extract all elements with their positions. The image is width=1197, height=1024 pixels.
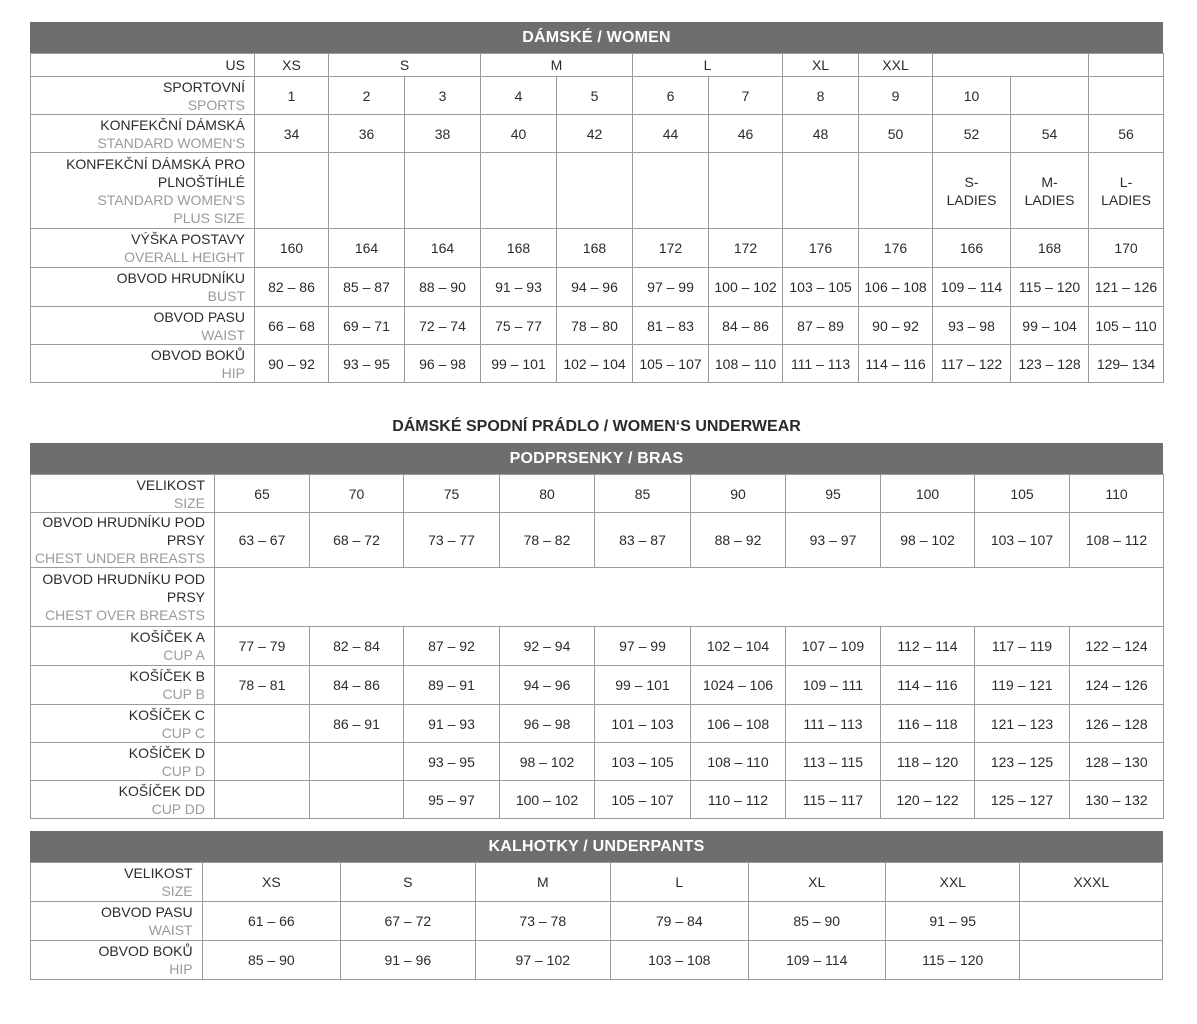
size-cell: 111 – 113 (786, 705, 881, 743)
size-cell: 61 – 66 (202, 902, 340, 941)
size-cell (1089, 77, 1164, 115)
size-row (31, 115, 1164, 153)
size-cell: 69 – 71 (329, 307, 405, 345)
size-cell: 115 – 120 (885, 941, 1019, 980)
size-cell: 90 – 92 (255, 345, 329, 383)
size-cell: 6 (633, 77, 709, 115)
size-row (31, 229, 1164, 268)
size-cell: 78 – 80 (557, 307, 633, 345)
size-cell (405, 153, 481, 229)
size-cell: 102 – 104 (691, 627, 786, 666)
label-czech: OBVOD BOKŮ (150, 346, 245, 363)
size-cell (255, 153, 329, 229)
us-size-group: XL (783, 54, 859, 77)
underpants-banner: KALHOTKY / UNDERPANTS (30, 831, 1163, 862)
size-cell: 66 – 68 (255, 307, 329, 345)
us-label: US (31, 54, 255, 77)
size-cell: 93 – 95 (404, 743, 500, 781)
size-cell: 100 – 102 (709, 268, 783, 307)
size-cell: 93 – 97 (786, 513, 881, 568)
size-cell-line: LADIES (946, 191, 997, 208)
size-cell: 85 – 90 (748, 902, 885, 941)
size-cell: 97 – 102 (475, 941, 610, 980)
size-row (31, 77, 1164, 115)
bras-banner: PODPRSENKY / BRAS (30, 443, 1163, 474)
row-label (31, 941, 203, 980)
size-cell: 110 (1070, 475, 1164, 513)
row-label (31, 153, 255, 229)
size-cell: 85 (595, 475, 691, 513)
size-cell: 87 – 92 (404, 627, 500, 666)
row-label (31, 513, 215, 568)
size-cell (709, 153, 783, 229)
size-cell: 50 (859, 115, 933, 153)
size-cell: 116 – 118 (881, 705, 975, 743)
size-cell (859, 153, 933, 229)
size-cell-line: M- (1041, 173, 1058, 190)
size-row (31, 307, 1164, 345)
size-row (31, 902, 1163, 941)
size-row (31, 513, 1164, 568)
size-row (31, 781, 1164, 819)
us-size-row (31, 54, 1164, 77)
row-label (31, 268, 255, 307)
size-cell (215, 743, 310, 781)
size-cell (329, 153, 405, 229)
size-cell (1089, 153, 1164, 229)
size-cell: 84 – 86 (310, 666, 404, 705)
size-cell: 86 – 91 (310, 705, 404, 743)
size-cell: 95 – 97 (404, 781, 500, 819)
size-cell: 105 – 110 (1089, 307, 1164, 345)
size-row (31, 475, 1164, 513)
size-cell: 1024 – 106 (691, 666, 786, 705)
size-cell: 119 – 121 (975, 666, 1070, 705)
size-cell: 103 – 108 (611, 941, 748, 980)
size-cell (1020, 902, 1163, 941)
size-cell: 88 – 92 (691, 513, 786, 568)
label-czech: OBVOD BOKŮ (98, 943, 193, 959)
size-cell: 95 (786, 475, 881, 513)
label-english: OVERALL HEIGHT (124, 249, 245, 265)
size-row (31, 705, 1164, 743)
size-cell: 65 (215, 475, 310, 513)
size-cell: 113 – 115 (786, 743, 881, 781)
size-cell: 90 – 92 (859, 307, 933, 345)
size-cell: 100 (881, 475, 975, 513)
size-cell: 46 (709, 115, 783, 153)
size-cell-line: L- (1119, 173, 1133, 190)
women-banner: DÁMSKÉ / WOMEN (30, 22, 1163, 53)
size-cell: 103 – 107 (975, 513, 1070, 568)
women-table (30, 53, 1164, 383)
size-cell: 115 – 117 (786, 781, 881, 819)
size-cell: 91 – 95 (885, 902, 1019, 941)
size-cell: 125 – 127 (975, 781, 1070, 819)
label-english: CHEST OVER BREASTS (44, 607, 205, 623)
size-cell: 54 (1011, 115, 1089, 153)
size-cell: 97 – 99 (633, 268, 709, 307)
label-english: WAIST (148, 922, 193, 938)
label-english: CUP DD (151, 800, 205, 817)
row-label (31, 475, 215, 513)
row-label (31, 863, 203, 902)
size-cell (1020, 941, 1163, 980)
size-row (31, 268, 1164, 307)
size-cell: 117 – 122 (933, 345, 1011, 383)
size-cell: 91 – 96 (341, 941, 475, 980)
size-cell: 3 (405, 77, 481, 115)
size-cell: 114 – 116 (859, 345, 933, 383)
size-row (31, 666, 1164, 705)
size-cell: 96 – 98 (500, 705, 595, 743)
size-cell: 114 – 116 (881, 666, 975, 705)
label-czech: KONFEKČNÍ DÁMSKÁ (100, 116, 245, 133)
label-english: CUP D (161, 762, 205, 779)
size-cell: 42 (557, 115, 633, 153)
size-cell: 129– 134 (1089, 345, 1164, 383)
row-label (31, 77, 255, 115)
size-cell: 108 – 112 (1070, 513, 1164, 568)
row-label (31, 229, 255, 268)
size-cell: 111 – 113 (783, 345, 859, 383)
size-cell: 106 – 108 (859, 268, 933, 307)
label-english: HIP (221, 364, 245, 381)
size-cell: 77 – 79 (215, 627, 310, 666)
row-label (31, 781, 215, 819)
size-cell: 93 – 95 (329, 345, 405, 383)
size-cell: 105 – 107 (633, 345, 709, 383)
size-cell: 90 (691, 475, 786, 513)
size-cell: 117 – 119 (975, 627, 1070, 666)
bras-table (30, 474, 1164, 819)
row-label (31, 115, 255, 153)
label-czech: OBVOD HRUDNÍKU POD (42, 571, 205, 587)
size-row (31, 743, 1164, 781)
row-label (31, 902, 203, 941)
size-cell: 172 (709, 229, 783, 268)
row-label (31, 666, 215, 705)
label-english: CUP C (161, 724, 205, 741)
size-cell: 82 – 84 (310, 627, 404, 666)
size-cell (310, 781, 404, 819)
label-english: SPORTS (187, 96, 245, 113)
size-cell: 122 – 124 (1070, 627, 1164, 666)
size-cell: 121 – 123 (975, 705, 1070, 743)
size-cell: 108 – 110 (709, 345, 783, 383)
size-cell: 81 – 83 (633, 307, 709, 345)
size-cell: 109 – 111 (786, 666, 881, 705)
label-czech: KOŠÍČEK C (128, 706, 205, 723)
label-english: WAIST (201, 326, 245, 343)
us-size-group: M (481, 54, 633, 77)
label-czech: KOŠÍČEK B (129, 668, 205, 684)
us-size-group (1089, 54, 1164, 77)
bras-size-chart (30, 443, 1163, 819)
size-cell: S (341, 863, 475, 902)
label-czech: KOŠÍČEK DD (118, 782, 205, 799)
size-cell (215, 781, 310, 819)
size-cell: 36 (329, 115, 405, 153)
size-cell: 67 – 72 (341, 902, 475, 941)
empty-cell (215, 568, 1164, 627)
size-cell: 124 – 126 (1070, 666, 1164, 705)
label-czech: OBVOD PASU (101, 904, 193, 920)
size-cell: 94 – 96 (500, 666, 595, 705)
label-czech: OBVOD HRUDNÍKU (116, 270, 245, 286)
size-cell: XL (748, 863, 885, 902)
size-cell: 48 (783, 115, 859, 153)
label-czech: KOŠÍČEK D (128, 744, 205, 761)
size-cell: 93 – 98 (933, 307, 1011, 345)
size-cell: 130 – 132 (1070, 781, 1164, 819)
size-cell: 99 – 101 (595, 666, 691, 705)
size-cell: 80 (500, 475, 595, 513)
row-label (31, 705, 215, 743)
size-cell (481, 153, 557, 229)
size-cell-line: LADIES (1024, 191, 1075, 208)
size-cell: 10 (933, 77, 1011, 115)
size-cell-line: S- (964, 173, 979, 190)
size-cell: 112 – 114 (881, 627, 975, 666)
label-czech: VELIKOST (136, 476, 205, 493)
women-size-chart (30, 22, 1163, 383)
size-row (31, 627, 1164, 666)
us-size-group: XS (255, 54, 329, 77)
size-cell (1011, 153, 1089, 229)
size-row (31, 863, 1163, 902)
size-cell: 92 – 94 (500, 627, 595, 666)
label-english: CUP A (163, 647, 205, 663)
size-cell (1011, 77, 1089, 115)
size-cell: 176 (783, 229, 859, 268)
size-cell: XS (202, 863, 340, 902)
row-label (31, 743, 215, 781)
size-cell: 44 (633, 115, 709, 153)
row-label (31, 345, 255, 383)
size-cell: 115 – 120 (1011, 268, 1089, 307)
size-cell: 103 – 105 (595, 743, 691, 781)
size-cell: 7 (709, 77, 783, 115)
size-cell (933, 153, 1011, 229)
size-cell: 170 (1089, 229, 1164, 268)
size-cell: 91 – 93 (404, 705, 500, 743)
label-english: PLUS SIZE (173, 209, 245, 226)
label-english: CUP B (162, 686, 205, 702)
size-cell: L (611, 863, 748, 902)
row-label (31, 627, 215, 666)
label-english: SIZE (161, 883, 193, 899)
label-czech: KOŠÍČEK A (130, 629, 205, 645)
size-cell: 98 – 102 (881, 513, 975, 568)
size-cell: 100 – 102 (500, 781, 595, 819)
label-czech: PRSY (166, 589, 205, 605)
size-cell: 40 (481, 115, 557, 153)
size-cell: 98 – 102 (500, 743, 595, 781)
size-cell: 168 (1011, 229, 1089, 268)
size-cell: 168 (557, 229, 633, 268)
us-size-group: L (633, 54, 783, 77)
size-cell: 4 (481, 77, 557, 115)
size-cell: 120 – 122 (881, 781, 975, 819)
underpants-size-chart (30, 831, 1163, 980)
size-cell: 118 – 120 (881, 743, 975, 781)
size-cell: 99 – 101 (481, 345, 557, 383)
size-cell: 9 (859, 77, 933, 115)
size-cell: 82 – 86 (255, 268, 329, 307)
size-cell: 101 – 103 (595, 705, 691, 743)
size-row (31, 153, 1164, 229)
label-english: CHEST UNDER BREASTS (34, 550, 205, 566)
label-czech: OBVOD HRUDNÍKU POD PRSY (42, 514, 205, 548)
size-cell-line: LADIES (1101, 191, 1151, 208)
label-czech: PLNOŠTÍHLÉ (157, 173, 245, 190)
label-czech: SPORTOVNÍ (163, 78, 245, 95)
size-cell: 164 (329, 229, 405, 268)
size-cell: 110 – 112 (691, 781, 786, 819)
size-cell: 88 – 90 (405, 268, 481, 307)
size-cell: 70 (310, 475, 404, 513)
size-cell: 72 – 74 (405, 307, 481, 345)
size-row (31, 941, 1163, 980)
size-cell: 164 (405, 229, 481, 268)
size-cell: 97 – 99 (595, 627, 691, 666)
size-cell: 1 (255, 77, 329, 115)
size-cell: XXL (885, 863, 1019, 902)
size-cell: 168 (481, 229, 557, 268)
label-english: HIP (169, 961, 193, 977)
us-size-group: XXL (859, 54, 933, 77)
size-cell: 94 – 96 (557, 268, 633, 307)
size-cell: 123 – 125 (975, 743, 1070, 781)
size-cell: 128 – 130 (1070, 743, 1164, 781)
size-cell (557, 153, 633, 229)
size-cell: 34 (255, 115, 329, 153)
size-cell: 105 – 107 (595, 781, 691, 819)
label-czech: KONFEKČNÍ DÁMSKÁ PRO (66, 155, 245, 172)
size-cell (783, 153, 859, 229)
size-cell: 38 (405, 115, 481, 153)
size-cell: M (475, 863, 610, 902)
size-cell: 107 – 109 (786, 627, 881, 666)
size-cell: 109 – 114 (748, 941, 885, 980)
size-cell: 89 – 91 (404, 666, 500, 705)
size-row (31, 345, 1164, 383)
size-cell: 172 (633, 229, 709, 268)
size-cell: 56 (1089, 115, 1164, 153)
size-cell: 176 (859, 229, 933, 268)
size-cell: 105 (975, 475, 1070, 513)
us-size-group (933, 54, 1089, 77)
size-cell: 79 – 84 (611, 902, 748, 941)
size-cell (310, 743, 404, 781)
size-cell: 109 – 114 (933, 268, 1011, 307)
size-cell: 75 – 77 (481, 307, 557, 345)
label-english: SIZE (173, 494, 205, 511)
label-english: BUST (207, 288, 245, 304)
us-size-group: S (329, 54, 481, 77)
size-cell: XXXL (1020, 863, 1163, 902)
size-cell: 108 – 110 (691, 743, 786, 781)
size-cell: 87 – 89 (783, 307, 859, 345)
size-cell: 78 – 82 (500, 513, 595, 568)
size-cell: 85 – 90 (202, 941, 340, 980)
size-cell: 160 (255, 229, 329, 268)
size-row (31, 568, 1164, 627)
size-cell: 103 – 105 (783, 268, 859, 307)
underpants-table (30, 862, 1163, 980)
label-czech: VELIKOST (124, 865, 193, 881)
size-cell: 126 – 128 (1070, 705, 1164, 743)
size-cell: 99 – 104 (1011, 307, 1089, 345)
label-czech: OBVOD PASU (153, 308, 245, 325)
size-cell: 68 – 72 (310, 513, 404, 568)
size-cell: 106 – 108 (691, 705, 786, 743)
size-cell: 8 (783, 77, 859, 115)
size-cell: 91 – 93 (481, 268, 557, 307)
size-cell: 2 (329, 77, 405, 115)
size-cell: 85 – 87 (329, 268, 405, 307)
size-cell: 63 – 67 (215, 513, 310, 568)
label-english: STANDARD WOMEN‘S (97, 134, 245, 151)
size-cell: 5 (557, 77, 633, 115)
size-cell: 166 (933, 229, 1011, 268)
size-cell (215, 705, 310, 743)
size-cell: 52 (933, 115, 1011, 153)
row-label (31, 568, 215, 627)
size-cell: 83 – 87 (595, 513, 691, 568)
size-cell: 75 (404, 475, 500, 513)
size-cell: 121 – 126 (1089, 268, 1164, 307)
label-english: STANDARD WOMEN‘S (97, 191, 245, 208)
size-cell: 102 – 104 (557, 345, 633, 383)
size-cell: 123 – 128 (1011, 345, 1089, 383)
size-cell: 73 – 78 (475, 902, 610, 941)
size-cell: 96 – 98 (405, 345, 481, 383)
size-cell: 78 – 81 (215, 666, 310, 705)
size-cell: 73 – 77 (404, 513, 500, 568)
size-cell: 84 – 86 (709, 307, 783, 345)
size-cell (633, 153, 709, 229)
underwear-title: DÁMSKÉ SPODNÍ PRÁDLO / WOMEN‘S UNDERWEAR (392, 418, 801, 435)
label-czech: VÝŠKA POSTAVY (131, 231, 245, 247)
row-label (31, 307, 255, 345)
